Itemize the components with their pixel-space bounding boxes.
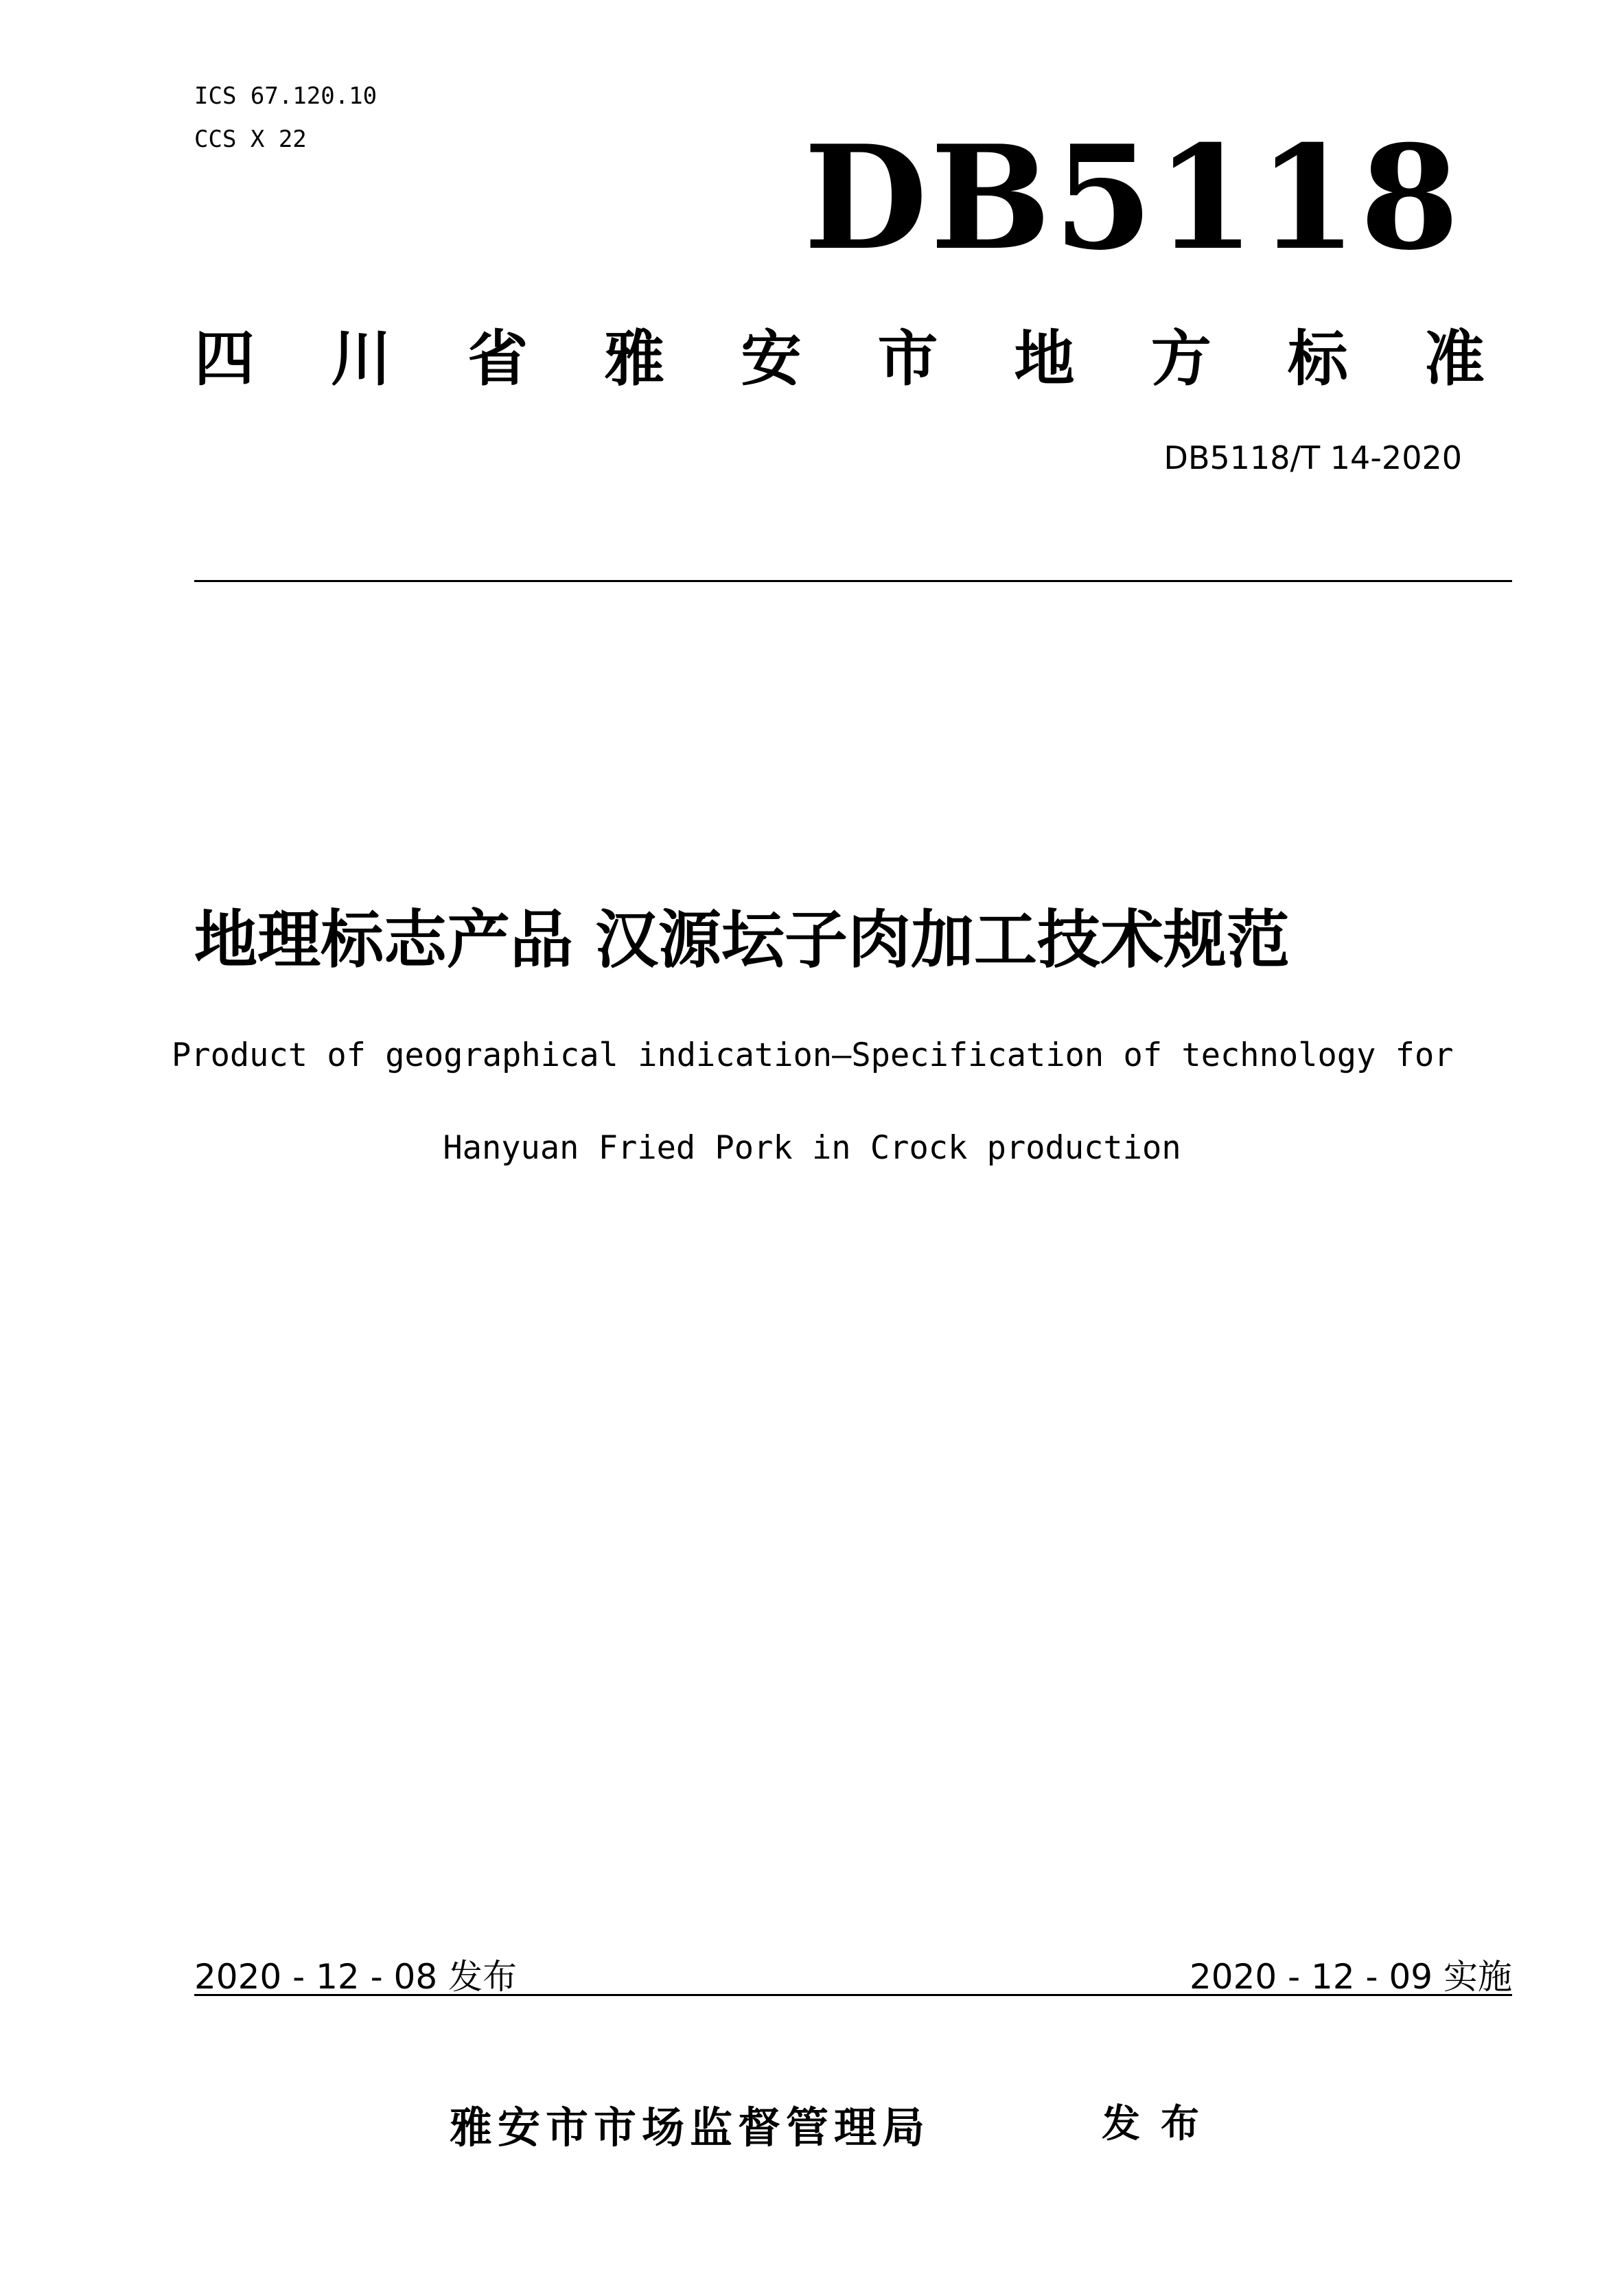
ccs-code: CCS X 22 <box>194 126 307 153</box>
standard-type-char: 标 <box>1287 323 1348 394</box>
title-english-line-1: Product of geographical indication—Specification of technology for <box>172 1036 1454 1074</box>
standard-type-char: 四 <box>194 323 255 394</box>
title-chinese: 地理标志产品 汉源坛子肉加工技术规范 <box>194 903 1290 977</box>
standard-type-char: 雅 <box>604 323 665 394</box>
implementation-date: 2020 - 12 - 09 实施 <box>1189 1957 1512 1997</box>
standard-type-char: 准 <box>1424 323 1485 394</box>
standard-type-char: 方 <box>1150 323 1211 394</box>
standard-type-char: 安 <box>741 323 802 394</box>
title-english-line-2: Hanyuan Fried Pork in Crock production <box>443 1129 1181 1167</box>
standard-type-char: 市 <box>877 323 938 394</box>
standard-type-char: 川 <box>331 323 392 394</box>
standard-type-char: 地 <box>1014 323 1075 394</box>
header-divider <box>194 580 1512 582</box>
dates-divider <box>194 1994 1512 1996</box>
standard-type-heading <box>194 321 1485 397</box>
issue-date: 2020 - 12 - 08 发布 <box>194 1957 518 1997</box>
issuing-authority: 雅安市市场监督管理局 <box>450 2102 931 2153</box>
standard-code-logo: DB5118 <box>803 115 1462 282</box>
ics-code: ICS 67.120.10 <box>194 82 378 110</box>
publish-label: 发布 <box>1102 2102 1220 2146</box>
standard-type-char: 省 <box>467 323 529 394</box>
standard-number: DB5118/T 14-2020 <box>1163 439 1462 476</box>
